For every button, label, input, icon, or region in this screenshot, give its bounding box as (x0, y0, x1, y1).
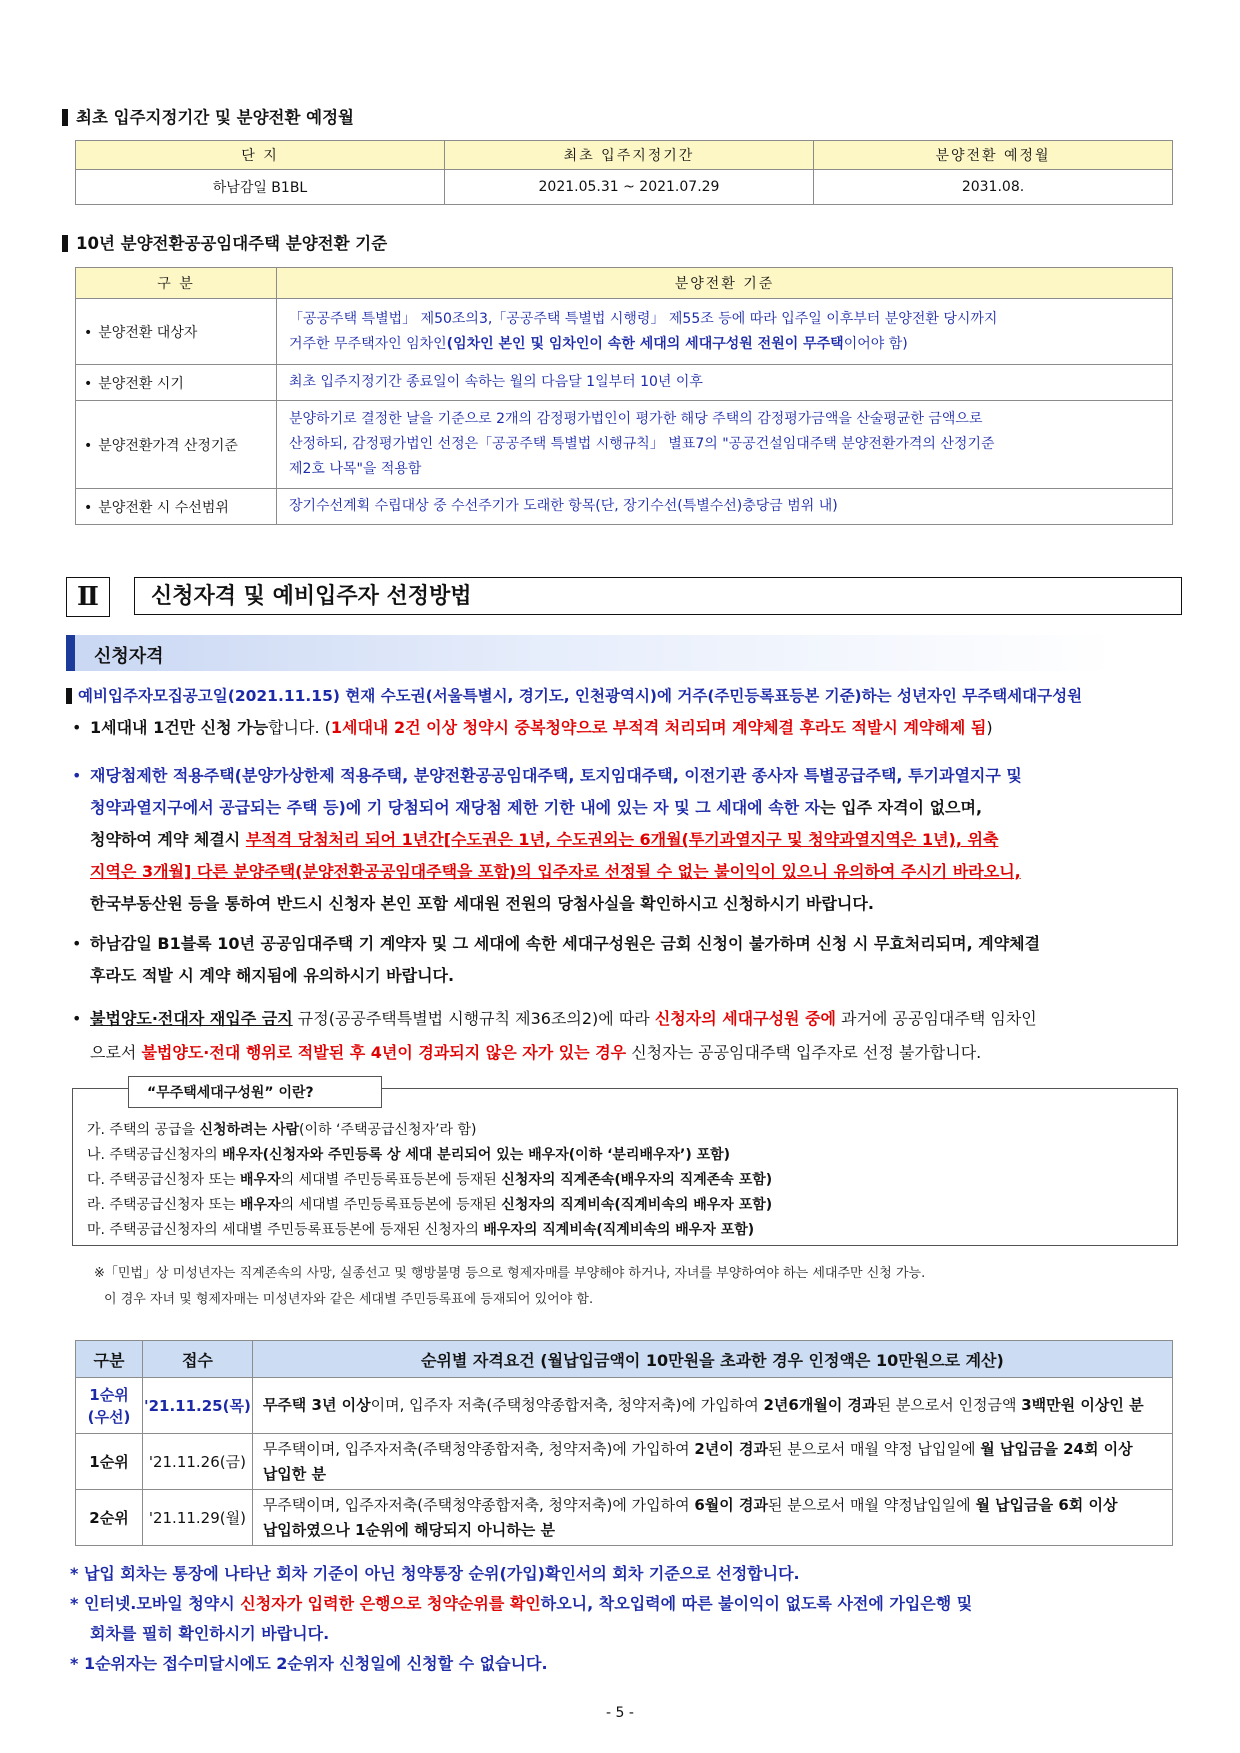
value-line: 「공공주택 특별법」 제50조의3,「공공주택 특별법 시행령」 제55조 등에 따라 입주일 이후부터 분양전환 당시까지 (289, 310, 998, 327)
table-row (76, 170, 1173, 205)
bullet-dot: • (72, 1009, 82, 1028)
table-row (76, 1434, 1173, 1490)
section-heading-move-in (62, 104, 354, 128)
value-text: 거주한 무주택자인 임차인 (289, 335, 447, 352)
row-label (76, 365, 277, 401)
p4-text-red: 불법양도·전대 행위로 적발된 후 4년이 경과되지 않은 자가 있는 경우 (141, 1043, 627, 1062)
table-row (76, 401, 1173, 489)
paragraph-illegal-transfer (72, 1002, 1180, 1070)
p2-text: 청약하여 계약 체결시 (90, 830, 246, 849)
p4-text: 으로서 (90, 1043, 142, 1062)
p1-text: ) (986, 718, 993, 737)
cell-requirements: 무주택이며, 입주자저축(주택청약종합저축, 청약저축)에 가입하여 6월이 경과된 분으로서 매월 약정납입일에 월 납입금을 6회 이상 납입하였으나 1순위에 해당되지 아니하는 분 (252, 1490, 1172, 1546)
cell-period: 2021.05.31 ~ 2021.07.29 (445, 170, 814, 205)
bullet-dot: • (72, 934, 82, 953)
row-value: 최초 입주지정기간 종료일이 속하는 월의 다음달 1일부터 10년 이후 (277, 365, 1173, 401)
row-value (277, 299, 1173, 365)
p1-text: 합니다. ( (268, 718, 331, 737)
footnote: * 납입 회차는 통장에 나타난 회차 기준이 아닌 청약통장 순위(가입)확인서의 회차 기준으로 선정합니다. (70, 1564, 800, 1583)
footnote: 회차를 필히 확인하시기 바랍니다. (90, 1624, 330, 1643)
paragraph-one-per-household (72, 712, 1180, 744)
col-header-criteria: 분양전환 기준 (277, 268, 1173, 299)
cell-requirements: 무주택 3년 이상이며, 입주자 저축(주택청약종합저축, 청약저축)에 가입하여 2년6개월이 경과된 분으로서 인정금액 3백만원 이상인 분 (252, 1378, 1172, 1434)
subheading-eligibility (66, 635, 1116, 671)
paragraph-re-win-restriction (72, 760, 1180, 920)
cell-requirements: 무주택이며, 입주자저축(주택청약종합저축, 청약저축)에 가입하여 2년이 경과된 분으로서 매월 약정 납입일에 월 납입금을 24회 이상 납입한 분 (252, 1434, 1172, 1490)
row-label-text: • 분양전환 시기 (84, 376, 184, 392)
value-text-bold: (임차인 본인 및 임차인이 속한 세대의 세대구성원 전원이 무주택 (446, 335, 844, 352)
value-text: 이어야 함) (843, 335, 908, 352)
table-row (76, 299, 1173, 365)
p2-line: 지역은 3개월] 다른 분양주택(분양전환공공임대주택을 포함)의 입주자로 선정될 수 없는 불이익이 있으니 유의하여 주시기 바라오니, (90, 862, 1021, 881)
row-label (76, 299, 277, 365)
value-line: 분양하기로 결정한 날을 기준으로 2개의 감정평가법인이 평가한 해당 주택의 감정평가금액을 산술평균한 금액으로 (289, 411, 983, 427)
p4-text-bold: 불법양도·전대자 재입주 금지 (90, 1009, 293, 1028)
footnote: * 1순위자는 접수미달시에도 2순위자 신청일에 신청할 수 없습니다. (70, 1654, 548, 1673)
definition-item: 마. 주택공급신청자의 세대별 주민등록표등본에 등재된 신청자의 배우자의 직계비속(직계비속의 배우자 포함) (87, 1222, 755, 1238)
paragraph-existing-contractor (72, 928, 1180, 992)
chapter-title: 신청자격 및 예비입주자 선정방법 (134, 577, 1182, 615)
p2-line: 한국부동산원 등을 통하여 반드시 신청자 본인 포함 세대원 전원의 당첨사실을 확인하시고 신청하시기 바랍니다. (90, 894, 874, 913)
section-marker (62, 235, 68, 252)
col-header-rank: 구분 (76, 1341, 143, 1378)
move-in-table (75, 140, 1173, 205)
row-value: 장기수선계획 수립대상 중 수선주기가 도래한 항목(단, 장기수선(특별수선)충당금 범위 내) (277, 489, 1173, 525)
p1-text-bold: 1세대내 1건만 신청 가능 (90, 718, 269, 737)
row-label-text: • 분양전환 대상자 (84, 325, 197, 341)
p2-line: 재당첨제한 적용주택(분양가상한제 적용주택, 분양전환공공임대주택, 토지임대주택, 이전기관 종사자 특별공급주택, 투기과열지구 및 (90, 766, 1022, 785)
definition-item: 가. 주택의 공급을 신청하려는 사람(이하 ‘주택공급신청자’라 함) (87, 1122, 477, 1138)
definition-title: “무주택세대구성원” 이란? (128, 1076, 382, 1108)
section-heading-text: 최초 입주지정기간 및 분양전환 예정월 (76, 108, 355, 127)
section-heading-conversion (62, 230, 387, 254)
cell-conversion-month: 2031.08. (814, 170, 1173, 205)
chapter-header (66, 577, 1184, 617)
cell-date: '21.11.26(금) (143, 1434, 253, 1490)
p4-text: 신청자는 공공임대주택 입주자로 선정 불가합니다. (626, 1043, 982, 1062)
conversion-criteria-table (75, 267, 1173, 525)
value-line: 제2호 나목"을 적용함 (289, 461, 422, 477)
table-row (76, 489, 1173, 525)
row-label (76, 489, 277, 525)
definition-item: 라. 주택공급신청자 또는 배우자의 세대별 주민등록표등본에 등재된 신청자의 직계비속(직계비속의 배우자 포함) (87, 1197, 773, 1213)
page-number: - 5 - (606, 1705, 634, 1721)
col-header-complex: 단 지 (76, 141, 445, 170)
p2-text-blue: 청약과열지구에서 공급되는 주택 등)에 기 당첨되어 재당첨 제한 기한 내에 있는 자 및 그 세대에 속한 자 (90, 798, 821, 817)
row-label-text: • 분양전환 시 수선범위 (84, 500, 229, 516)
cell-rank: 1순위 (76, 1434, 143, 1490)
footnote: * 인터넷.모바일 청약시 신청자가 입력한 은행으로 청약순위를 확인하오니, 착오입력에 따른 불이익이 없도록 사전에 가입은행 및 (70, 1594, 973, 1613)
definition-item: 다. 주택공급신청자 또는 배우자의 세대별 주민등록표등본에 등재된 신청자의 직계존속(배우자의 직계존속 포함) (87, 1172, 773, 1188)
bullet-dot: • (72, 766, 82, 785)
section-marker (66, 688, 72, 704)
chapter-number: Ⅱ (66, 577, 110, 617)
col-header-requirements: 순위별 자격요건 (월납입금액이 10만원을 초과한 경우 인정액은 10만원으로 계산) (252, 1341, 1172, 1378)
row-label-text: • 분양전환가격 산정기준 (84, 438, 238, 454)
p2-text-red: 부적격 당첨처리 되어 1년간[수도권은 1년, 수도권외는 6개월(투기과열지구 및 청약과열지역은 1년), 위축 (245, 830, 999, 849)
cell-date: '21.11.29(월) (143, 1490, 253, 1546)
p4-text-red: 신청자의 세대구성원 중에 (654, 1009, 836, 1028)
row-label (76, 401, 277, 489)
col-header-category: 구 분 (76, 268, 277, 299)
p3-line: 후라도 적발 시 계약 해지됨에 유의하시기 바랍니다. (90, 966, 455, 985)
row-value (277, 401, 1173, 489)
value-line: 산정하되, 감정평가법인 선정은「공공주택 특별법 시행규칙」 별표7의 "공공건설임대주택 분양전환가격의 산정기준 (289, 436, 995, 452)
table-row (76, 365, 1173, 401)
bullet-dot: • (72, 718, 82, 737)
cell-rank: 1순위 (우선) (76, 1378, 143, 1434)
value-line (289, 332, 1160, 357)
p1-text-red: 1세대내 2건 이상 청약시 중복청약으로 부적격 처리되며 계약체결 후라도 적발시 계약해제 됨 (330, 718, 987, 737)
p3-line: 하남감일 B1블록 10년 공공임대주택 기 계약자 및 그 세대에 속한 세대구성원은 금회 신청이 불가하며 신청 시 무효처리되며, 계약체결 (90, 934, 1041, 953)
cell-rank: 2순위 (76, 1490, 143, 1546)
cell-date: '21.11.25(목) (143, 1378, 253, 1434)
p2-text: 는 입주 자격이 없으며, (820, 798, 983, 817)
table-row (76, 1490, 1173, 1546)
col-header-date: 접수 (143, 1341, 253, 1378)
p4-text: 규정(공공주택특별법 시행규칙 제36조의2)에 따라 (292, 1009, 655, 1028)
section-heading-text: 10년 분양전환공공임대주택 분양전환 기준 (76, 234, 388, 253)
p4-text: 과거에 공공임대주택 임차인 (836, 1009, 1037, 1028)
subheading-bar (66, 635, 75, 671)
eligibility-text: 예비입주자모집공고일(2021.11.15) 현재 수도권(서울특별시, 경기도, 인천광역시)에 거주(주민등록표등본 기준)하는 성년자인 무주택세대구성원 (78, 687, 1083, 705)
section-marker (62, 109, 68, 126)
definition-item: 나. 주택공급신청자의 배우자(신청자와 주민등록 상 세대 분리되어 있는 배우자(이하 ‘분리배우자’) 포함) (87, 1147, 731, 1163)
note-line: 이 경우 자녀 및 형제자매는 미성년자와 같은 세대별 주민등록표에 등재되어 있어야 함. (104, 1292, 594, 1307)
table-row (76, 1378, 1173, 1434)
col-header-conversion-month: 분양전환 예정월 (814, 141, 1173, 170)
cell-complex: 하남감일 B1BL (76, 170, 445, 205)
rank-table (75, 1340, 1173, 1546)
definition-box (72, 1088, 1178, 1246)
note-line: ※「민법」상 미성년자는 직계존속의 사망, 실종선고 및 행방불명 등으로 형제자매를 부양해야 하거나, 자녀를 부양하여야 하는 세대주만 신청 가능. (94, 1266, 926, 1281)
col-header-period: 최초 입주지정기간 (445, 141, 814, 170)
subheading-text: 신청자격 (94, 646, 164, 667)
eligibility-statement (66, 684, 1082, 706)
